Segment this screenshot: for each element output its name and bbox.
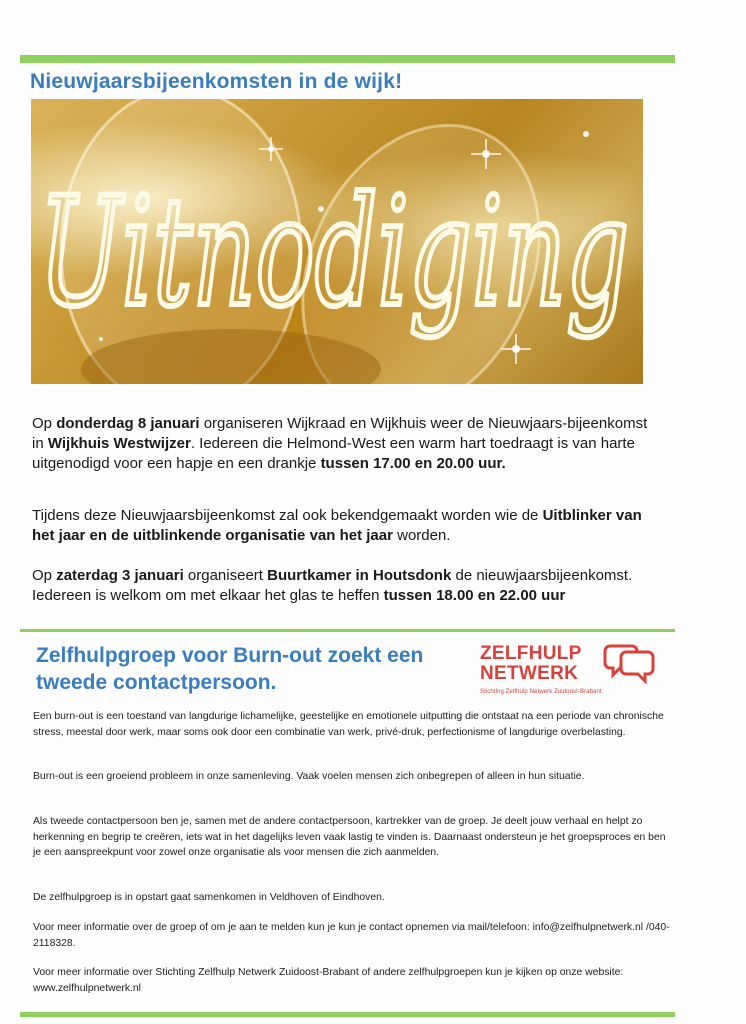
event-venue: Buurtkamer in Houtsdonk — [267, 567, 452, 584]
body-paragraph-contact: Voor meer informatie over de groep of om je aan te melden kun je kun je contact opnemen via mail/telefoon: info@zelfhulpnetwerk.nl /040-2118328. — [33, 922, 670, 949]
award-text: Uitblinker van het jaar en de uitblinkende organisatie van het jaar — [32, 507, 642, 544]
paragraph-houtsdonk — [32, 566, 652, 606]
paragraph-westwijzer — [32, 414, 652, 474]
invitation-illustration — [31, 99, 643, 384]
paragraph-uitblinker — [32, 506, 652, 546]
text-fragment: worden. — [392, 527, 451, 544]
body-paragraph-website: Voor meer informatie over Stichting Zelfhulp Netwerk Zuidoost-Brabant of andere zelfhulpgroepen kun je kijken op onze website: www.zelfhulpnetwerk.nl — [33, 967, 624, 994]
event-date: donderdag 8 januari — [56, 415, 200, 432]
top-divider — [20, 55, 675, 63]
text-fragment: Op — [32, 567, 57, 584]
event-date: zaterdag 3 januari — [56, 567, 184, 584]
logo-line-2: NETWERK — [480, 663, 579, 684]
invitation-image — [31, 99, 643, 384]
logo-text — [480, 644, 582, 684]
text-fragment: organiseren Wijkraad en Wijkhuis weer de Nieuwjaars-bijeenkomst in — [32, 415, 648, 452]
logo-line-1: ZELFHULP — [480, 643, 582, 664]
page-title: Nieuwjaarsbijeenkomsten in de wijk! — [30, 70, 403, 93]
logo-subtitle: Stichting Zelfhulp Netwerk Zuidoost-Brabant — [480, 689, 602, 695]
section-divider — [20, 629, 675, 632]
body-paragraph-2: Burn-out is een groeiend probleem in onze samenleving. Vaak voelen mensen zich onbegrepen of alleen in hun situatie. — [33, 771, 585, 782]
text-fragment: organiseert — [183, 567, 268, 584]
event-venue: Wijkhuis Westwijzer — [47, 435, 191, 452]
event-time: tussen 18.00 en 22.00 uur — [383, 587, 566, 604]
speech-bubbles-icon — [602, 640, 656, 684]
text-fragment: Op — [32, 415, 57, 432]
invitation-script-text: Uitnodiging — [39, 166, 629, 340]
text-fragment: . Iedereen die Helmond-West een warm hart toedraagt is van harte uitgenodigd voor een hapje en een drankje — [32, 435, 635, 472]
section-title: Zelfhulpgroep voor Burn-out zoekt een tweede contactpersoon. — [36, 644, 424, 694]
body-paragraph-3: Als tweede contactpersoon ben je, samen met de andere contactpersoon, kartrekker van de groep. Je deelt jouw verhaal en helpt zo herkenning en begrip te creëren, iets wat in het dagelijks leven vaak lastig te vinden is. Daarnaast ondersteun je het groepsproces en ben je een aanspreekpunt voor zowel onze organisatie als voor mensen die zich aanmelden. — [33, 816, 666, 858]
body-paragraph-4: De zelfhulpgroep is in opstart gaat samenkomen in Veldhoven of Eindhoven. — [33, 892, 385, 903]
bottom-divider — [20, 1012, 675, 1017]
text-fragment: Tijdens deze Nieuwjaarsbijeenkomst zal ook bekendgemaakt worden wie de — [32, 507, 543, 524]
body-paragraph-1: Een burn-out is een toestand van langdurige lichamelijke, geestelijke en emotionele uitputting die ontstaat na een periode van chronische stress, meestal door werk, maar soms ook door een combinatie van werk, privé-druk, perfectionisme of langdurige overbelasting. — [33, 711, 664, 738]
zelfhulp-netwerk-logo — [478, 640, 658, 700]
text-fragment: de nieuwjaarsbijeenkomst. Iedereen is welkom om met elkaar het glas te heffen — [32, 567, 633, 604]
event-time: tussen 17.00 en 20.00 uur. — [320, 455, 506, 472]
